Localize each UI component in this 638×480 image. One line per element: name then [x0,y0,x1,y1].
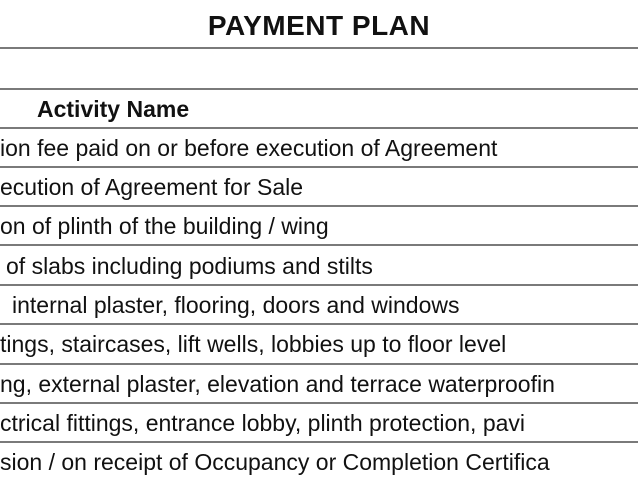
table-row: ecution of Agreement for Sale [0,174,304,200]
column-header-activity-name: Activity Name [37,96,190,122]
page-title: PAYMENT PLAN [207,10,431,41]
table-row: ion fee paid on or before execution of Agreement [0,135,498,161]
table-row: ctrical fittings, entrance lobby, plinth protection, pavi [0,410,526,436]
table-row: internal plaster, flooring, doors and windows [12,292,460,318]
table-row: ng, external plaster, elevation and terrace waterproofin [0,371,555,397]
table-row: sion / on receipt of Occupancy or Completion Certifica [0,449,550,475]
table-row: on of plinth of the building / wing [0,213,329,239]
table-row: of slabs including podiums and stilts [6,253,373,279]
table-row: tings, staircases, lift wells, lobbies up to floor level [0,331,507,357]
grid-line [0,47,638,49]
